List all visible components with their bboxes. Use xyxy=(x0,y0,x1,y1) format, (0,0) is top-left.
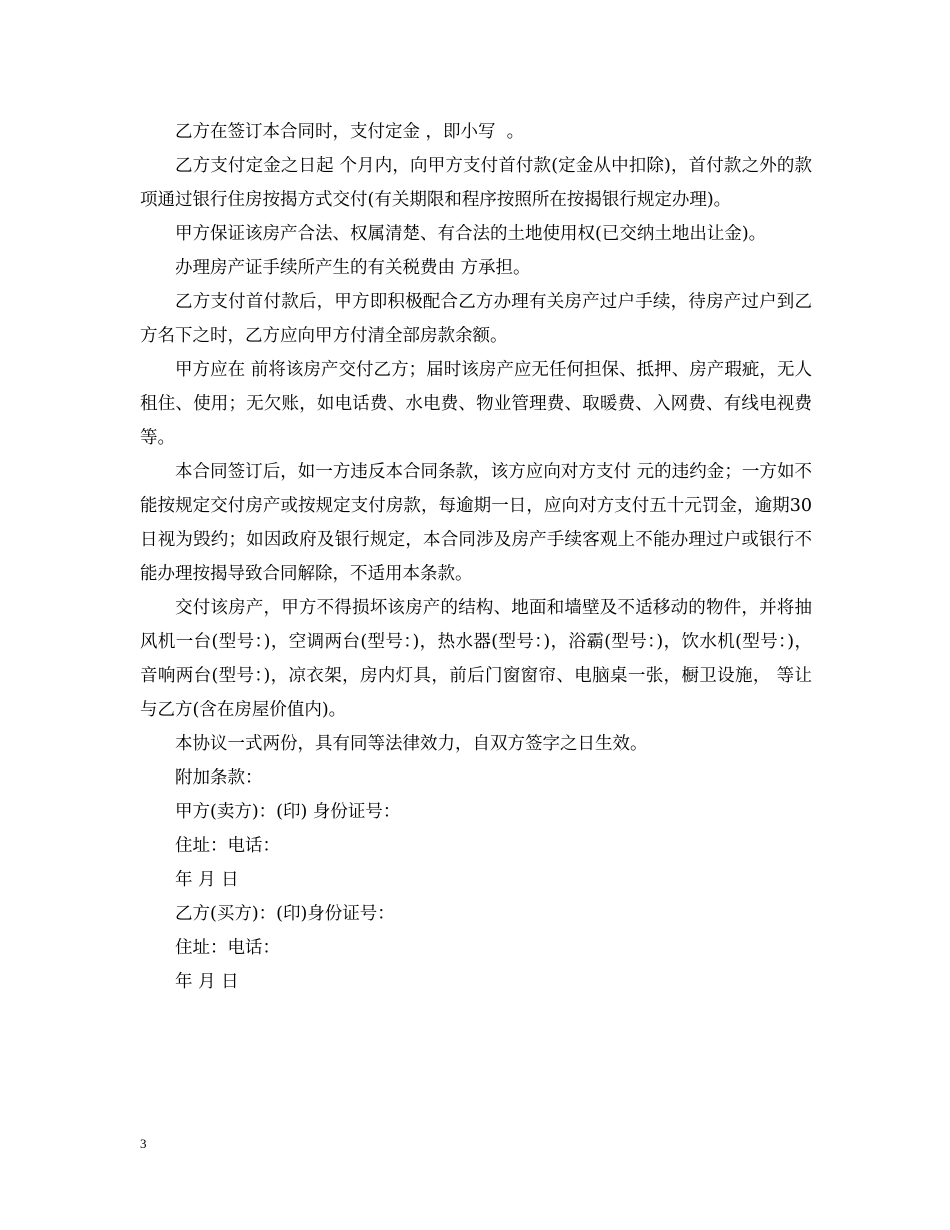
paragraph-deposit: 乙方在签订本合同时，支付定金 ，即小写 。 xyxy=(175,122,525,142)
buyer-signature-line: 乙方(买方)：(印)身份证号： xyxy=(175,904,395,924)
buyer-address-line: 住址：电话： xyxy=(175,938,280,958)
paragraph-handover: 甲方应在 前将该房产交付乙方；届时该房产应无任何担保、抵押、房产瑕疵，无人租住、使用；无欠账，如电话费、水电费、物业管理费、取暖费、入网费、有线电视费等。 xyxy=(140,360,812,448)
paragraph-taxes: 办理房产证手续所产生的有关税费由 方承担。 xyxy=(175,258,531,278)
paragraph-property-guarantee: 甲方保证该房产合法、权属清楚、有合法的土地使用权(已交纳土地出让金)。 xyxy=(175,224,767,244)
seller-signature-line: 甲方(卖方)：(印) 身份证号： xyxy=(175,802,401,822)
paragraph-additional-terms: 附加条款： xyxy=(175,768,263,788)
page-number: 3 xyxy=(140,1136,147,1151)
paragraph-transfer: 乙方支付首付款后，甲方即积极配合乙方办理有关房产过户手续，待房产过户到乙方名下之时，乙方应向甲方付清全部房款余额。 xyxy=(140,292,812,346)
paragraph-copies: 本协议一式两份，具有同等法律效力，自双方签字之日生效。 xyxy=(175,734,648,754)
seller-address-line: 住址：电话： xyxy=(175,836,280,856)
paragraph-fixtures: 交付该房产，甲方不得损坏该房产的结构、地面和墙壁及不适移动的物件，并将抽风机一台(型号：)，空调两台(型号：)，热水器(型号：)，浴霸(型号：)，饮水机(型号：)，音响两台(型号：)，凉衣架，房内灯具，前后门窗窗帘、电脑桌一张，橱卫设施， 等让与乙方(含在房屋价值内)。 xyxy=(140,598,812,720)
seller-date-line: 年 月 日 xyxy=(175,870,239,890)
document-body xyxy=(140,115,812,999)
paragraph-down-payment: 乙方支付定金之日起 个月内，向甲方支付首付款(定金从中扣除)，首付款之外的款项通过银行住房按揭方式交付(有关期限和程序按照所在按揭银行规定办理)。 xyxy=(140,156,812,210)
paragraph-breach: 本合同签订后，如一方违反本合同条款，该方应向对方支付 元的违约金；一方如不能按规定交付房产或按规定支付房款，每逾期一日，应向对方支付五十元罚金，逾期30日视为毁约；如因政府及银行规定，本合同涉及房产手续客观上不能办理过户或银行不能办理按揭导致合同解除，不适用本条款。 xyxy=(140,462,812,584)
buyer-date-line: 年 月 日 xyxy=(175,972,239,992)
